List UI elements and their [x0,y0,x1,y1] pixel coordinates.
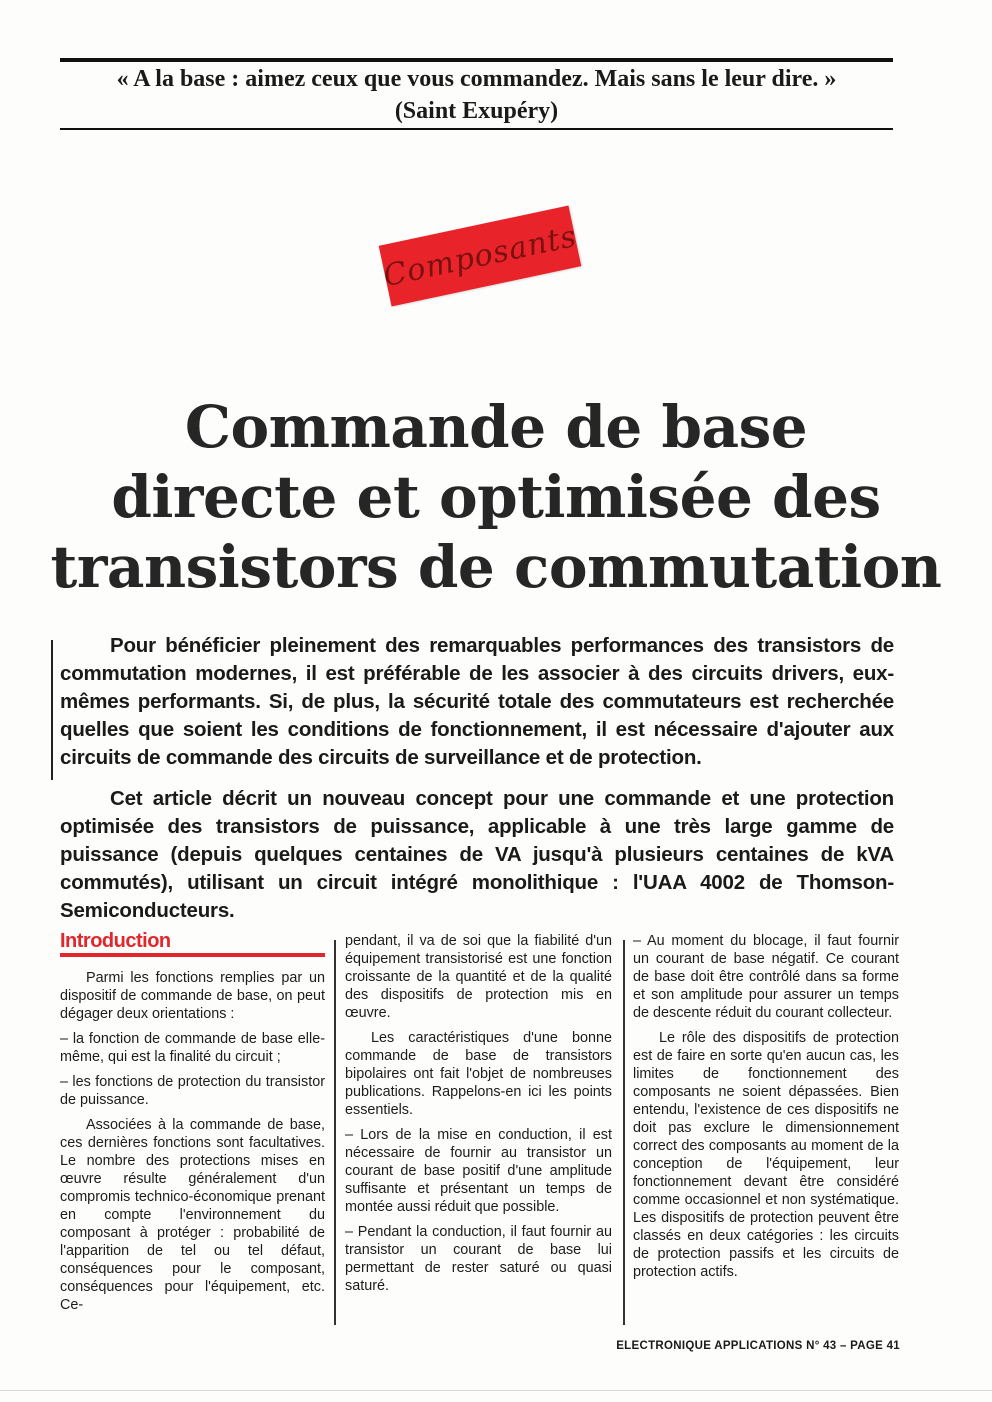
column-2 [345,932,612,1302]
abstract-paragraph-2 [60,785,894,925]
section-label-sticker [379,206,582,307]
col3-p1: – Au moment du blocage, il faut fournir un courant de base négatif. Ce courant de base doit être contrôlé dans sa forme et son amplitude pour assurer un temps de descente réduit du courant collecteur. [633,933,899,1021]
page-bottom-rule [0,1390,992,1391]
col1-p3: – les fonctions de protection du transistor de puissance. [60,1074,325,1108]
column-3 [633,932,899,1288]
col2-p3: – Lors de la mise en conduction, il est nécessaire de fournir au transistor un courant de base positif d'une amplitude suffisante et présentant un temps de montée aussi réduit que possible. [345,1127,612,1215]
article-title [40,392,952,602]
abstract-paragraph-1 [60,632,894,772]
title-line-3: transistors de commutation [50,533,942,601]
title-line-1: Commande de base [184,393,808,461]
header-bottom-rule [60,128,893,130]
col1-p2: – la fonction de commande de base elle-même, qui est la finalité du circuit ; [60,1031,325,1065]
header-quote-line2: (Saint Exupéry) [394,98,559,124]
section-title-introduction: Introduction [60,930,171,952]
page-footer: ELECTRONIQUE APPLICATIONS N° 43 – PAGE 41 [616,1340,900,1352]
column-separator-1 [334,940,336,1325]
section-title-rule [60,953,325,957]
abstract-p1: Pour bénéficier pleinement des remarquables performances des transistors de commutation modernes, il est préférable de les associer à des circuits drivers, eux-mêmes performants. Si, de plus, la sécurité totale des commutateurs est recherchée quelles que soient les conditions de fonctionnement, il est nécessaire d'ajouter aux circuits de commande des circuits de surveillance et de protection. [60,634,894,769]
col2-p4: – Pendant la conduction, il faut fournir au transistor un courant de base lui permettant de rester saturé ou quasi saturé. [345,1224,612,1294]
col2-p1: pendant, il va de soi que la fiabilité d'un équipement transistorisé est une fonction croissante de la quantité et de la qualité des dispositifs de protection mis en œuvre. [345,933,612,1021]
col1-p4: Associées à la commande de base, ces dernières fonctions sont facultatives. Le nombre des protections mises en œuvre résulte généralement d'un compromis technico-économique prenant en compte l'environnement du composant à protéger : probabilité de l'apparition de tel ou tel défaut, conséquences pour le composant, conséquences pour l'équipement, etc. Ce- [60,1117,325,1313]
col2-p2: Les caractéristiques d'une bonne commande de base de transistors bipolaires ont fait l'objet de nombreuses publications. Rappelons-en ici les points essentiels. [345,1030,612,1118]
header-quote-line1: « A la base : aimez ceux que vous commandez. Mais sans le leur dire. » [116,66,837,92]
abstract-left-bar [51,640,53,780]
abstract-p2: Cet article décrit un nouveau concept pour une commande et une protection optimisée des transistors de puissance, applicable à une très large gamme de puissance (depuis quelques centaines de VA jusqu'à plusieurs centaines de kVA commutés), utilisant un circuit intégré monolithique : l'UAA 4002 de Thomson-Semiconducteurs. [60,787,894,922]
title-line-2: directe et optimisée des [111,463,881,531]
col3-p2: Le rôle des dispositifs de protection est de faire en sorte qu'en aucun cas, les limites de fonctionnement des composants ne soient dépassées. Bien entendu, l'existence de ces dispositifs ne doit pas exclure le dimensionnement correct des composants au moment de la conception de l'équipement, leur fonctionnement devant être considéré comme occasionnel et non systématique. Les dispositifs de protection peuvent être classés en deux catégories : les circuits de protection passifs et les circuits de protection actifs. [633,1030,899,1280]
section-label-text: Composants [380,218,580,294]
column-1 [60,932,325,1321]
column-separator-2 [623,940,625,1325]
header-top-rule [60,58,893,62]
col1-p1: Parmi les fonctions remplies par un dispositif de commande de base, on peut dégager deux orientations : [60,970,325,1022]
